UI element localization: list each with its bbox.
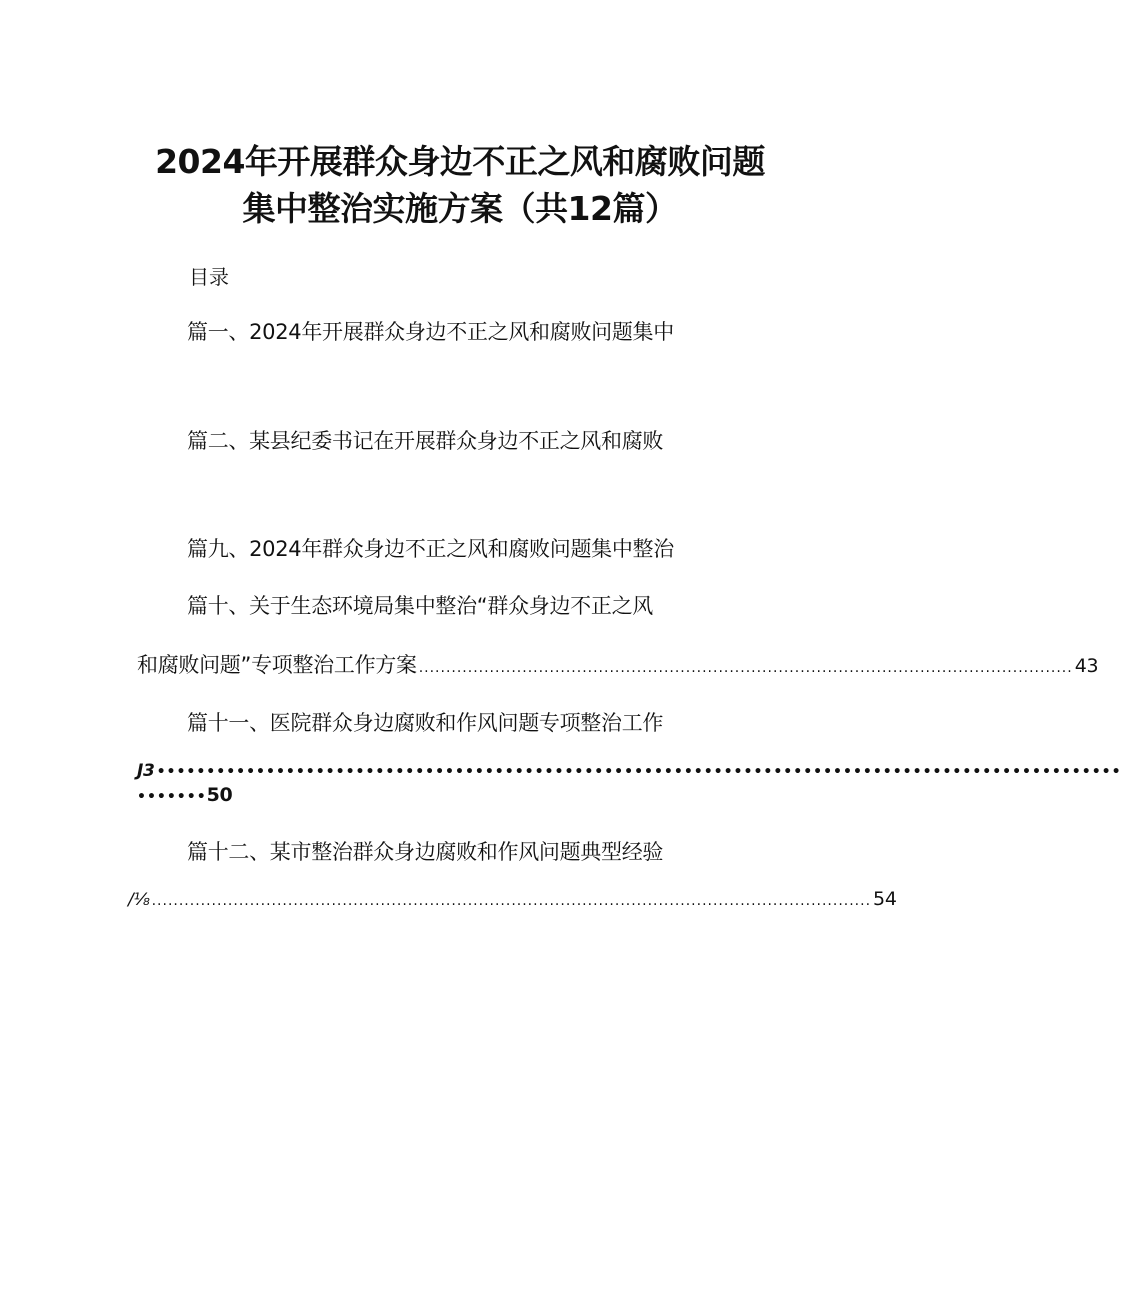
toc-leader-dots: ........................................................................................................................ [418,660,1073,676]
toc-entry-12-leader[interactable] [128,888,897,910]
toc-leader-dots: ••••••• [137,789,207,805]
toc-heading: 目录 [189,265,229,289]
toc-entry-11[interactable]: 篇十一、医院群众身边腐败和作风问题专项整治工作 [187,711,664,735]
toc-entry-10[interactable]: 篇十、关于生态环境局集中整治“群众身边不正之风 [187,594,653,618]
document-title-line-2: 集中整治实施方案（共12篇） [242,189,678,228]
toc-page-number: 50 [206,784,233,806]
toc-entry-11-leader[interactable] [137,761,1122,781]
toc-entry-9[interactable]: 篇九、2024年群众身边不正之风和腐败问题集中整治 [187,537,674,561]
toc-text-fragment: J3 [137,761,155,781]
toc-page-number: 54 [873,888,897,910]
toc-leader-dots: .................................................................................................................................... [151,893,872,909]
toc-entry-12[interactable]: 篇十二、某市整治群众身边腐败和作风问题典型经验 [187,840,664,864]
toc-entry-2[interactable]: 篇二、某县纪委书记在开展群众身边不正之风和腐败 [187,429,664,453]
toc-entry-text: 和腐败问题”专项整治工作方案 [137,653,417,677]
toc-leader-dots: ••••••••••••••••••••••••••••••••••••••••••••••••••••••••••••••••••••••••••••••••••••••••••••••••• [156,764,1122,780]
toc-entry-1[interactable]: 篇一、2024年开展群众身边不正之风和腐败问题集中 [187,320,674,344]
toc-page-number: 43 [1074,655,1099,677]
document-title-line-1: 2024年开展群众身边不正之风和腐败问题 [155,142,765,181]
toc-text-fragment: /⅛ [128,890,150,910]
toc-entry-11-page[interactable] [137,784,232,806]
toc-entry-10-continuation[interactable] [137,649,1099,679]
